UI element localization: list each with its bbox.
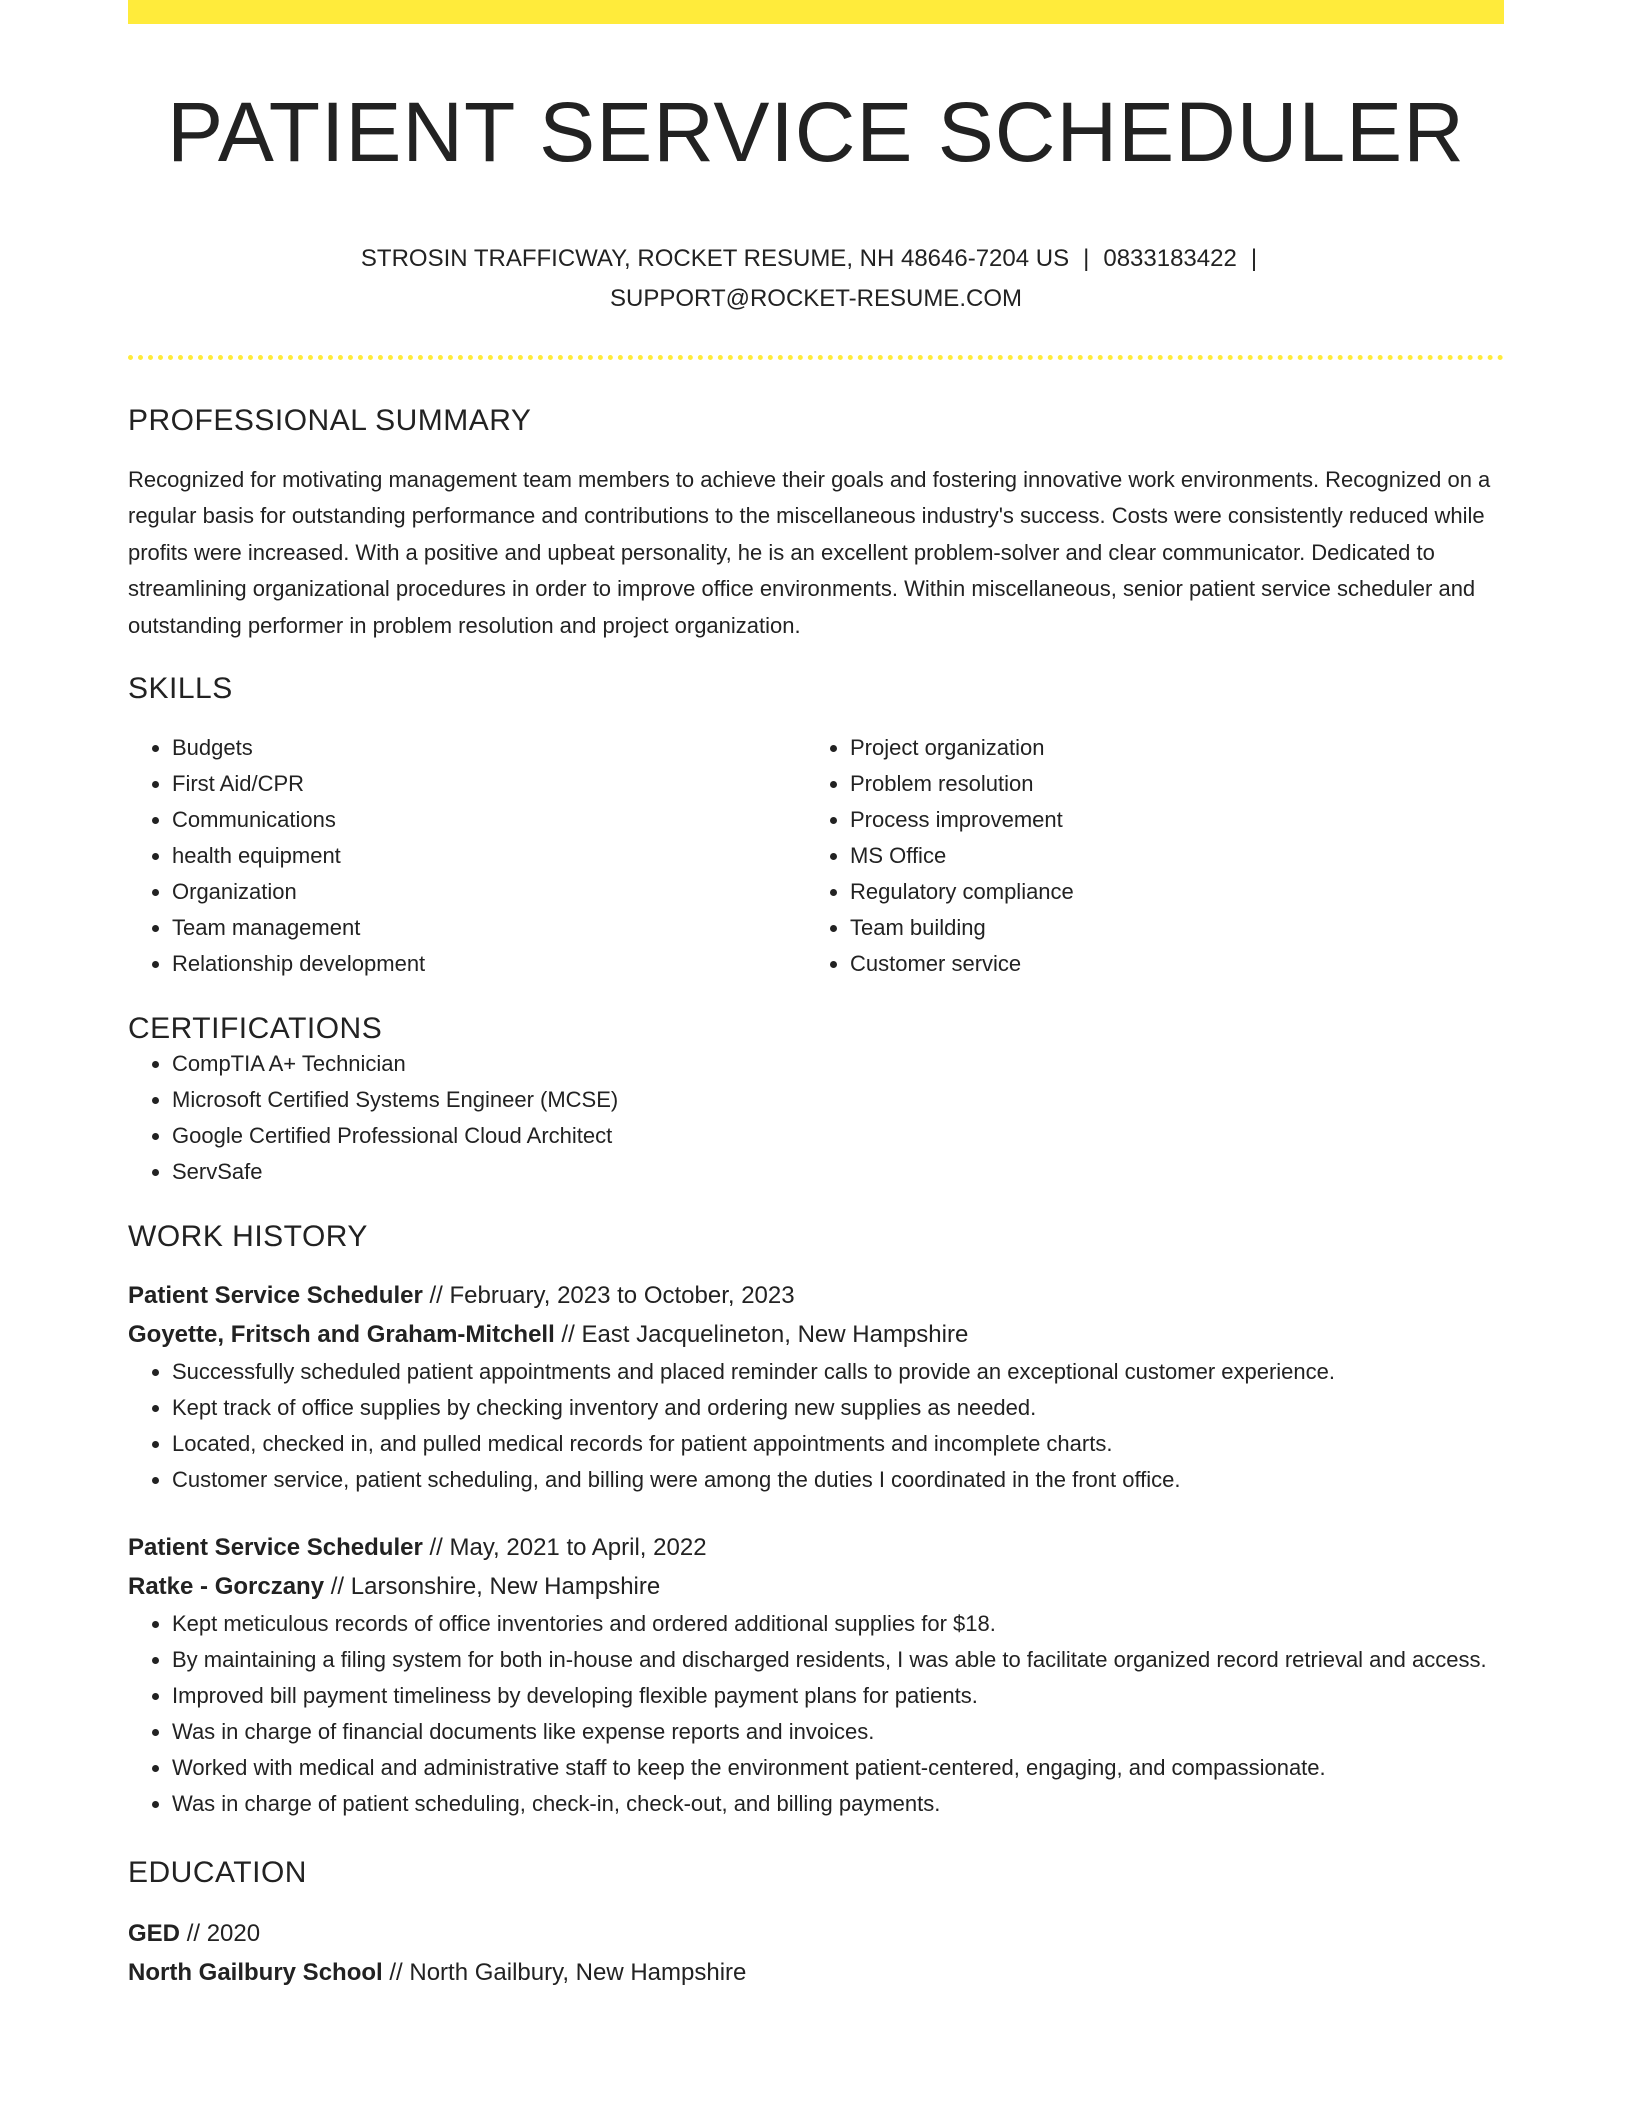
job-bullet: • Located, checked in, and pulled medical records for patient appointments and incomplete charts. xyxy=(172,1426,1504,1462)
summary-text: Recognized for motivating management team members to achieve their goals and fostering innovative work environments. Recognized on a regular basis for outstanding performance and contributions to the miscellaneous industry's success. Costs were consistently reduced while profits were increased. With a positive and upbeat personality, he is an excellent problem-solver and clear communicator. Dedicated to streamlining organizational procedures in order to improve office environments. Within miscellaneous, senior patient service scheduler and outstanding performer in problem resolution and project organization. xyxy=(128,466,1491,638)
contact-separator: | xyxy=(1083,244,1090,272)
job-role: Patient Service Scheduler xyxy=(128,1282,423,1310)
skills-list-right xyxy=(806,730,1484,982)
email: SUPPORT@ROCKET-RESUME.COM xyxy=(610,284,1022,312)
job-header xyxy=(128,1528,1504,1606)
phone: 0833183422 xyxy=(1103,244,1237,272)
resume-title: PATIENT SERVICE SCHEDULER xyxy=(167,85,1465,179)
skill-item: • Relationship development xyxy=(172,946,806,982)
section-title-summary: PROFESSIONAL SUMMARY xyxy=(128,403,532,437)
divider: // xyxy=(186,1920,201,1948)
skill-item: • MS Office xyxy=(850,838,1484,874)
job-location: East Jacquelineton, New Hampshire xyxy=(581,1321,969,1349)
certification-item: • ServSafe xyxy=(172,1154,1504,1190)
certification-item: • CompTIA A+ Technician xyxy=(172,1046,1504,1082)
job-dates: May, 2021 to April, 2022 xyxy=(449,1534,707,1562)
job-bullet: • Successfully scheduled patient appointments and placed reminder calls to provide an exceptional customer experience. xyxy=(172,1354,1504,1390)
job-bullets xyxy=(128,1354,1504,1498)
contact-info xyxy=(306,239,1326,319)
skill-item: • Problem resolution xyxy=(850,766,1484,802)
education-school-line xyxy=(128,1953,1504,1992)
section-title-skills: SKILLS xyxy=(128,672,233,706)
contact-separator: | xyxy=(1250,244,1258,272)
job-company-line xyxy=(128,1315,1504,1354)
job-bullet: • Kept meticulous records of office inventories and ordered additional supplies for $18. xyxy=(172,1606,1504,1642)
skill-item: • Team building xyxy=(850,910,1484,946)
job-role-line xyxy=(128,1528,1504,1567)
certification-item: • Microsoft Certified Systems Engineer (MCSE) xyxy=(172,1082,1504,1118)
education-entry xyxy=(128,1914,1504,1992)
education-year: 2020 xyxy=(206,1920,261,1948)
divider: // xyxy=(429,1282,443,1310)
skill-item: • health equipment xyxy=(172,838,806,874)
job-header xyxy=(128,1276,1504,1354)
skill-item: • Project organization xyxy=(850,730,1484,766)
divider: // xyxy=(389,1959,403,1987)
section-title-certifications: CERTIFICATIONS xyxy=(128,1012,383,1046)
education-location: North Gailbury, New Hampshire xyxy=(409,1959,747,1987)
job-company: Ratke - Gorczany xyxy=(128,1573,325,1601)
job-bullet: • Worked with medical and administrative staff to keep the environment patient-centered, engaging, and compassionate. xyxy=(172,1750,1504,1786)
job-bullet: • Kept track of office supplies by checking inventory and ordering new supplies as needed. xyxy=(172,1390,1504,1426)
address: STROSIN TRAFFICWAY, ROCKET RESUME, NH 48646-7204 US xyxy=(360,244,1070,272)
skill-item: • Budgets xyxy=(172,730,806,766)
section-title-work-history: WORK HISTORY xyxy=(128,1220,368,1254)
job-bullet: • By maintaining a filing system for both in-house and discharged residents, I was able to facilitate organized record retrieval and access. xyxy=(172,1642,1504,1678)
job-bullet: • Customer service, patient scheduling, and billing were among the duties I coordinated in the front office. xyxy=(172,1462,1504,1498)
skill-item: • Organization xyxy=(172,874,806,910)
education-degree: GED xyxy=(128,1920,181,1948)
skill-item: • Customer service xyxy=(850,946,1484,982)
skills-list-left xyxy=(128,730,806,982)
job-company: Goyette, Fritsch and Graham-Mitchell xyxy=(128,1321,555,1349)
section-title-education: EDUCATION xyxy=(128,1856,307,1890)
accent-top-bar xyxy=(128,0,1504,24)
dotted-divider xyxy=(128,355,1504,360)
certification-item: • Google Certified Professional Cloud Architect xyxy=(172,1118,1504,1154)
resume-page xyxy=(128,0,1504,1992)
education-degree-line xyxy=(128,1914,1504,1953)
skill-item: • Communications xyxy=(172,802,806,838)
divider: // xyxy=(561,1321,575,1349)
job-role: Patient Service Scheduler xyxy=(128,1534,423,1562)
skills-columns xyxy=(128,730,1504,982)
job-role-line xyxy=(128,1276,1504,1315)
certifications-list xyxy=(128,1046,1504,1190)
job-location: Larsonshire, New Hampshire xyxy=(350,1573,661,1601)
divider: // xyxy=(330,1573,345,1601)
skill-item: • First Aid/CPR xyxy=(172,766,806,802)
skill-item: • Regulatory compliance xyxy=(850,874,1484,910)
job-bullets xyxy=(128,1606,1504,1822)
job-dates: February, 2023 to October, 2023 xyxy=(449,1282,795,1310)
job-bullet: • Improved bill payment timeliness by developing flexible payment plans for patients. xyxy=(172,1678,1504,1714)
job-bullet: • Was in charge of financial documents like expense reports and invoices. xyxy=(172,1714,1504,1750)
skill-item: • Team management xyxy=(172,910,806,946)
education-school: North Gailbury School xyxy=(128,1959,383,1987)
job-company-line xyxy=(128,1567,1504,1606)
skill-item: • Process improvement xyxy=(850,802,1484,838)
divider: // xyxy=(429,1534,443,1562)
job-bullet: • Was in charge of patient scheduling, check-in, check-out, and billing payments. xyxy=(172,1786,1504,1822)
